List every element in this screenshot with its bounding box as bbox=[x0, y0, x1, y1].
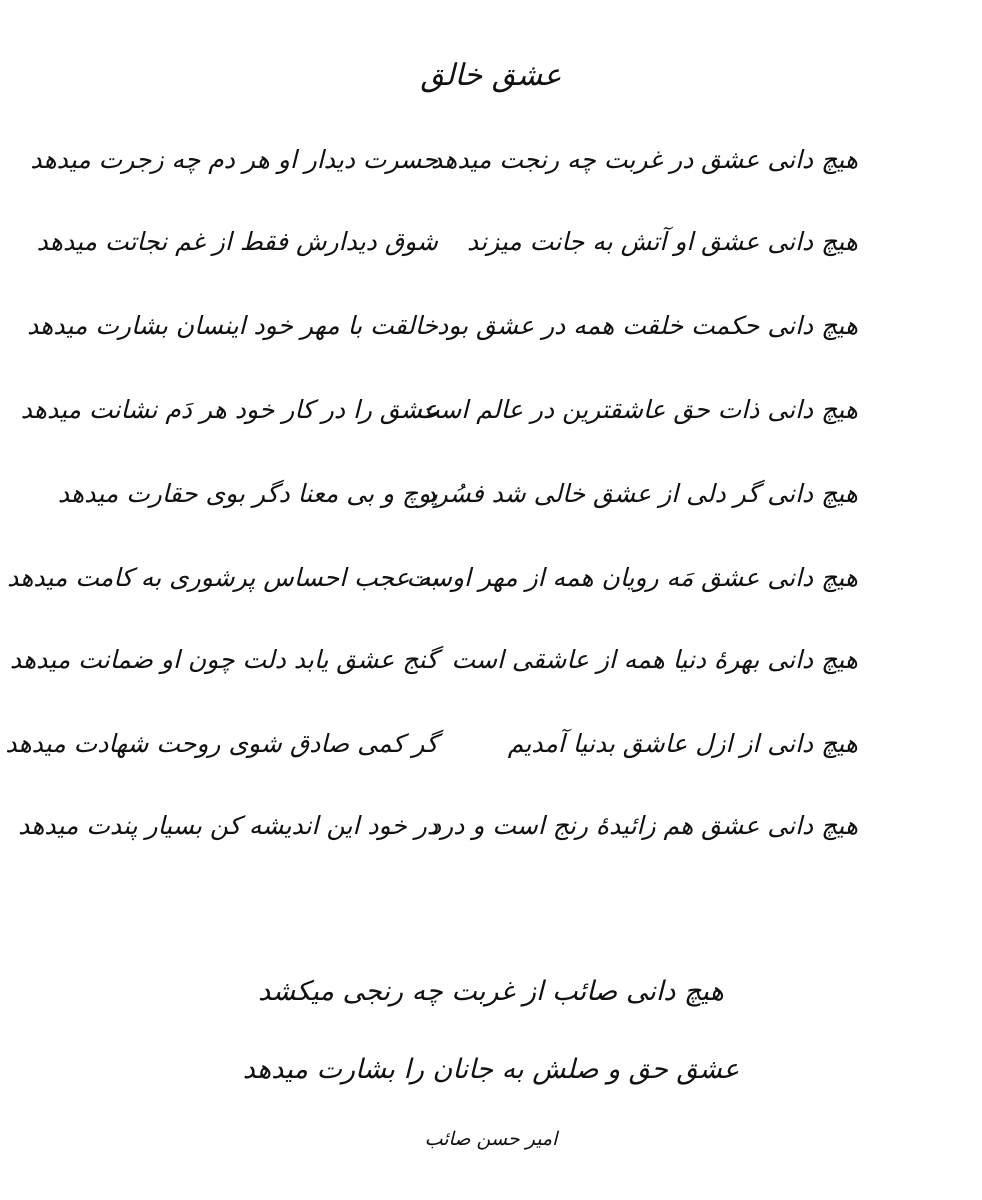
couplet-9-left: در خود این اندیشه کن بسیار پندت میدهد bbox=[18, 811, 438, 840]
closing-line-1: هیچ دانی صائب از غربت چه رنجی میکشد bbox=[258, 976, 724, 1007]
couplet-9-right: هیچ دانی عشق هم زائیدهٔ رنج است و درد bbox=[430, 811, 858, 840]
couplet-7-left: گنج عشق یابد دلت چون او ضمانت میدهد bbox=[9, 645, 438, 674]
couplet-4-left: عشق را در کار خود هر دَم نشانت میدهد bbox=[20, 395, 438, 424]
couplet-2-left: شوق دیدارش فقط از غم نجاتت میدهد bbox=[36, 227, 438, 256]
couplet-4-right: هیچ دانی ذات حق عاشقترین در عالم است bbox=[415, 395, 858, 424]
couplet-1-left: حسرت دیدار او هر دم چه زجرت میدهد bbox=[30, 145, 438, 174]
couplet-5-left: پوچ و بی معنا دگر بوی حقارت میدهد bbox=[57, 479, 438, 508]
couplet-5-right: هیچ دانی گر دلی از عشق خالی شد فسُرد bbox=[424, 479, 858, 508]
couplet-2-right: هیچ دانی عشق او آتش به جانت میزند bbox=[467, 227, 858, 256]
poet-signature: امیر حسن صائب bbox=[424, 1128, 558, 1150]
poem-title: عشق خالق bbox=[420, 58, 562, 93]
couplet-3-right: هیچ دانی حکمت خلقت همه در عشق بود bbox=[437, 311, 858, 340]
couplet-8-left: گر کمی صادق شوی روحت شهادت میدهد bbox=[5, 729, 438, 758]
couplet-3-left: خالقت با مهر خود اینسان بشارت میدهد bbox=[27, 311, 438, 340]
couplet-1-right: هیچ دانی عشق در غربت چه رنجت میدهد bbox=[431, 145, 858, 174]
closing-line-2: عشق حق و صلش به جانان را بشارت میدهد bbox=[242, 1054, 740, 1085]
couplet-7-right: هیچ دانی بهرهٔ دنیا همه از عاشقی است bbox=[451, 645, 858, 674]
couplet-8-right: هیچ دانی از ازل عاشق بدنیا آمدیم bbox=[507, 729, 858, 758]
couplet-6-right: هیچ دانی عشق مَه رویان همه از مهر اوست bbox=[406, 563, 858, 592]
couplet-6-left: به عجب احساس پرشوری به کامت میدهد bbox=[7, 563, 438, 592]
